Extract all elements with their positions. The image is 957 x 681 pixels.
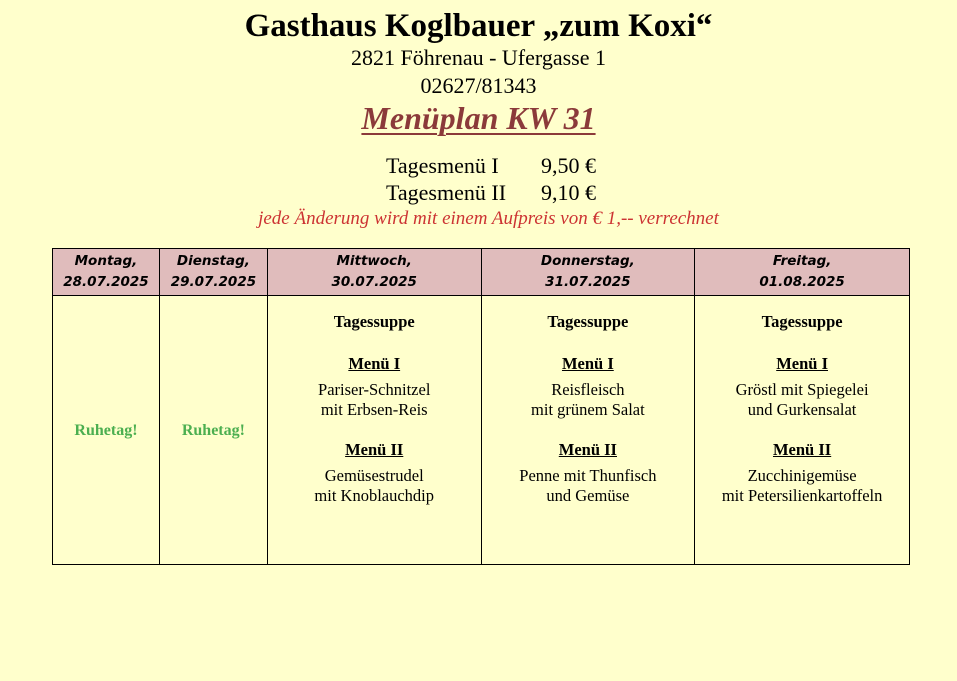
soup-label: Tagessuppe (547, 312, 629, 331)
dish-line: Pariser-Schnitzel (318, 380, 431, 399)
day-name: Dienstag, (176, 253, 250, 269)
weekly-menu-table (52, 248, 910, 565)
dish-line: mit Erbsen-Reis (320, 400, 428, 419)
menu1-label: Menü I (561, 354, 614, 373)
day-cell (695, 296, 910, 565)
dish-line: mit Knoblauchdip (314, 486, 435, 505)
price-value: 9,10 € (541, 180, 596, 205)
soup-label: Tagessuppe (761, 312, 843, 331)
dish-line: mit Petersilienkartoffeln (721, 486, 883, 505)
day-name: Montag, (74, 253, 138, 269)
address: 2821 Föhrenau - Ufergasse 1 (351, 45, 606, 70)
menu1-dish (695, 380, 909, 420)
dish-line: Reisfleisch (551, 380, 625, 399)
day-header (481, 249, 695, 296)
day-cell (267, 296, 481, 565)
day-name: Freitag, (772, 253, 832, 269)
price-value: 9,50 € (541, 153, 596, 178)
surcharge-note: jede Änderung wird mit einem Aufpreis von € 1,-- verrechnet (258, 208, 719, 229)
day-date: 30.07.2025 (331, 274, 417, 290)
day-cell (53, 296, 160, 565)
day-header (695, 249, 910, 296)
day-header (267, 249, 481, 296)
soup-label: Tagessuppe (333, 312, 415, 331)
menu2-dish (268, 466, 481, 506)
dish-line: Gröstl mit Spiegelei (735, 380, 869, 399)
dish-line: Gemüsestrudel (324, 466, 424, 485)
price-list (386, 152, 596, 206)
day-cell (481, 296, 695, 565)
dish-line: Penne mit Thunfisch (519, 466, 657, 485)
menu2-label: Menü II (345, 440, 404, 459)
dish-line: und Gurkensalat (747, 400, 857, 419)
day-header (159, 249, 267, 296)
closed-label: Ruhetag! (181, 422, 245, 439)
day-date: 29.07.2025 (170, 274, 257, 290)
phone-number: 02627/81343 (420, 73, 537, 98)
price-name: Tagesmenü I (386, 153, 499, 178)
menu1-dish (268, 380, 481, 420)
day-date: 28.07.2025 (63, 274, 149, 290)
price-row (386, 179, 596, 206)
day-name: Donnerstag, (540, 253, 635, 269)
menu1-dish (482, 380, 695, 420)
day-cell (159, 296, 267, 565)
price-name: Tagesmenü II (386, 180, 507, 205)
day-date: 01.08.2025 (759, 274, 845, 290)
table-header-row (53, 249, 910, 296)
price-row (386, 152, 596, 179)
day-name: Mittwoch, (336, 253, 412, 269)
menu1-label: Menü I (776, 354, 828, 373)
table-row (53, 296, 910, 565)
day-header (53, 249, 160, 296)
menu2-label: Menü II (772, 440, 832, 459)
menu1-label: Menü I (348, 354, 401, 373)
menu-plan-title: Menüplan KW 31 (361, 100, 596, 136)
dish-line: mit grünem Salat (531, 400, 645, 419)
dish-line: Zucchinigemüse (747, 466, 857, 485)
menu2-label: Menü II (558, 440, 617, 459)
dish-line: und Gemüse (546, 486, 630, 505)
day-date: 31.07.2025 (545, 274, 631, 290)
menu2-dish (695, 466, 909, 506)
restaurant-name: Gasthaus Koglbauer „zum Koxi“ (244, 8, 713, 44)
menu2-dish (482, 466, 695, 506)
closed-label: Ruhetag! (74, 422, 138, 439)
